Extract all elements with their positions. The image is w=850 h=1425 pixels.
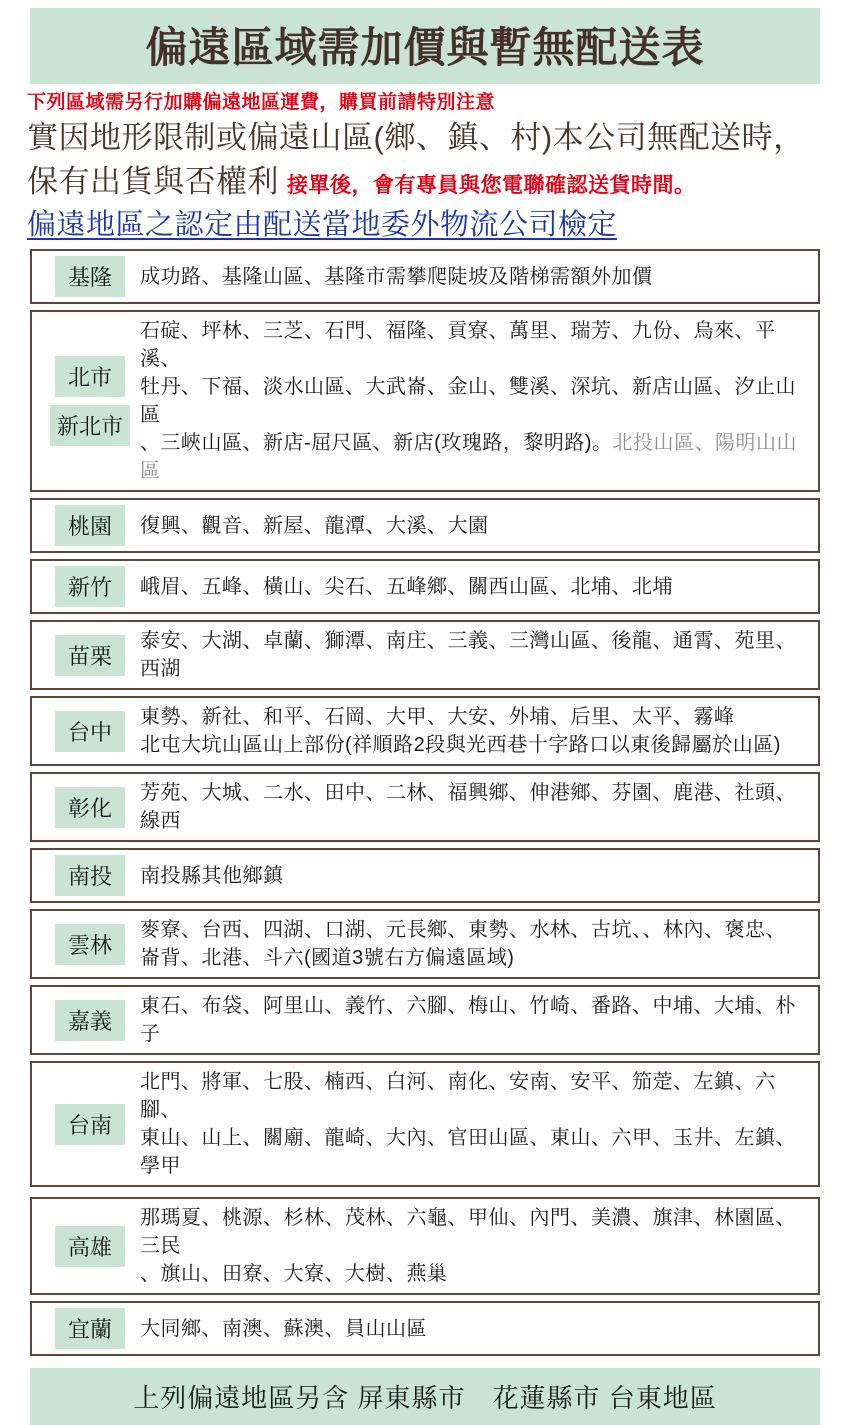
region-label-column xyxy=(40,711,140,752)
region-label: 南投 xyxy=(55,855,125,896)
red-warning-text: 下列區域需另行加購偏遠地區運費，購買前請特別注意 xyxy=(27,92,496,113)
region-label: 雲林 xyxy=(55,924,125,965)
region-areas-line: 復興、觀音、新屋、龍潭、大溪、大園 xyxy=(140,514,489,537)
policy-notice-line1: 實因地形限制或偏遠山區(鄉、鎮、村)本公司無配送時， xyxy=(27,120,805,155)
remote-area-surcharge-notice xyxy=(0,8,850,1413)
region-areas xyxy=(140,263,810,291)
region-areas-line: 崙背、北港、斗六(國道3號右方偏遠區域) xyxy=(140,947,515,969)
table-row-taipei-newtaipei xyxy=(30,310,820,492)
region-label-column xyxy=(40,1104,140,1145)
region-label: 桃園 xyxy=(55,505,125,546)
region-areas-line xyxy=(140,429,810,485)
region-label: 台中 xyxy=(55,711,125,752)
policy-notice-line2-main: 保有出貨與否權利 xyxy=(27,164,279,199)
region-label: 高雄 xyxy=(55,1226,125,1267)
region-label-column xyxy=(40,356,140,446)
region-areas-line: 東石、布袋、阿里山、義竹、六腳、梅山、竹崎、番路、中埔、大埔、朴子 xyxy=(140,995,796,1045)
region-label-column xyxy=(40,1308,140,1349)
region-label-column xyxy=(40,635,140,676)
region-label-column xyxy=(40,505,140,546)
table-row-keelung xyxy=(30,249,820,304)
region-areas xyxy=(140,317,810,485)
region-label: 北市 xyxy=(55,356,125,397)
region-label: 新北市 xyxy=(50,405,130,446)
region-label: 嘉義 xyxy=(55,1000,125,1041)
region-table xyxy=(30,249,820,1356)
region-label-column xyxy=(40,1226,140,1267)
region-areas-line: 峨眉、五峰、橫山、尖石、五峰鄉、關西山區、北埔、北埔 xyxy=(140,575,673,598)
policy-notice xyxy=(27,116,850,207)
region-areas-secondary: 北投山區、陽明山山區 xyxy=(140,432,797,482)
region-areas-line: 那瑪夏、桃源、杉林、茂林、六龜、甲仙、內門、美濃、旗津、林園區、三民 xyxy=(140,1207,796,1257)
region-areas-line: 麥寮、台西、四湖、口湖、元長鄉、東勢、水林、古坑、、林內、褒忠、 xyxy=(140,919,786,941)
table-row-miaoli xyxy=(30,620,820,690)
page-title: 偏遠區域需加價與暫無配送表 xyxy=(145,24,705,71)
region-label-column xyxy=(40,256,140,297)
region-areas xyxy=(140,862,810,890)
region-label-column xyxy=(40,924,140,965)
region-label: 台南 xyxy=(55,1104,125,1145)
table-row-nantou xyxy=(30,848,820,903)
region-areas-line: 石碇、坪林、三芝、石門、福隆、貢寮、萬里、瑞芳、九份、烏來、平溪、 xyxy=(140,320,776,370)
table-row-yunlin xyxy=(30,909,820,979)
region-areas xyxy=(140,916,810,972)
policy-notice-line2-red: 接單後，會有專員與您電聯確認送貨時間。 xyxy=(287,173,696,197)
region-areas xyxy=(140,779,810,835)
region-areas xyxy=(140,992,810,1048)
region-areas xyxy=(140,1068,810,1180)
table-row-chiayi xyxy=(30,985,820,1055)
region-areas xyxy=(140,573,810,601)
table-row-tainan xyxy=(30,1061,820,1187)
policy-notice-line2 xyxy=(27,160,850,207)
title-banner xyxy=(30,8,820,84)
region-label-column xyxy=(40,855,140,896)
region-areas-line: 、旗山、田寮、大寮、大樹、燕巢 xyxy=(140,1263,448,1285)
region-label: 新竹 xyxy=(55,566,125,607)
region-areas xyxy=(140,512,810,540)
region-areas xyxy=(140,1315,810,1343)
region-areas-line: 牡丹、下福、淡水山區、大武崙、金山、雙溪、深坑、新店山區、汐止山區 xyxy=(140,376,796,426)
region-areas-line: 南投縣其他鄉鎮 xyxy=(140,864,284,887)
region-label: 基隆 xyxy=(55,256,125,297)
table-row-kaohsiung xyxy=(30,1197,820,1295)
region-label-column xyxy=(40,787,140,828)
table-row-hsinchu xyxy=(30,559,820,614)
table-row-taichung xyxy=(30,696,820,766)
region-areas-line: 東山、山上、關廟、龍崎、大內、官田山區、東山、六甲、玉井、左鎮、學甲 xyxy=(140,1127,796,1177)
blue-definition-note: 偏遠地區之認定由配送當地委外物流公司檢定 xyxy=(27,209,618,241)
region-areas-line-main: 、三峽山區、新店-屈尺區、新店(玫瑰路，黎明路)。 xyxy=(140,432,613,454)
table-row-yilan xyxy=(30,1301,820,1356)
region-areas-line: 大同鄉、南澳、蘇澳、員山山區 xyxy=(140,1317,427,1340)
region-label-column xyxy=(40,566,140,607)
region-label: 苗栗 xyxy=(55,635,125,676)
region-areas-line: 芳苑、大城、二水、田中、二林、福興鄉、伸港鄉、芬園、鹿港、社頭、線西 xyxy=(140,782,796,832)
region-label-column xyxy=(40,1000,140,1041)
region-areas-line: 泰安、大湖、卓蘭、獅潭、南庄、三義、三灣山區、後龍、通霄、苑里、西湖 xyxy=(140,630,796,680)
region-areas-line: 北屯大坑山區山上部份(祥順路2段與光西巷十字路口以東後歸屬於山區) xyxy=(140,734,781,756)
region-areas xyxy=(140,627,810,683)
region-label: 宜蘭 xyxy=(55,1308,125,1349)
footer-banner xyxy=(30,1368,820,1425)
region-areas-line: 成功路、基隆山區、基隆市需攀爬陡坡及階梯需額外加價 xyxy=(140,265,653,288)
region-areas xyxy=(140,703,810,759)
footer-text: 上列偏遠地區另含 屏東縣市 花蓮縣市 台東地區 xyxy=(133,1383,717,1413)
region-areas-line: 北門、將軍、七股、楠西、白河、南化、安南、安平、笳萣、左鎮、六腳、 xyxy=(140,1071,776,1121)
table-row-changhua xyxy=(30,772,820,842)
region-areas xyxy=(140,1204,810,1288)
region-label: 彰化 xyxy=(55,787,125,828)
table-row-taoyuan xyxy=(30,498,820,553)
region-areas-line: 東勢、新社、和平、石岡、大甲、大安、外埔、后里、太平、霧峰 xyxy=(140,706,735,728)
